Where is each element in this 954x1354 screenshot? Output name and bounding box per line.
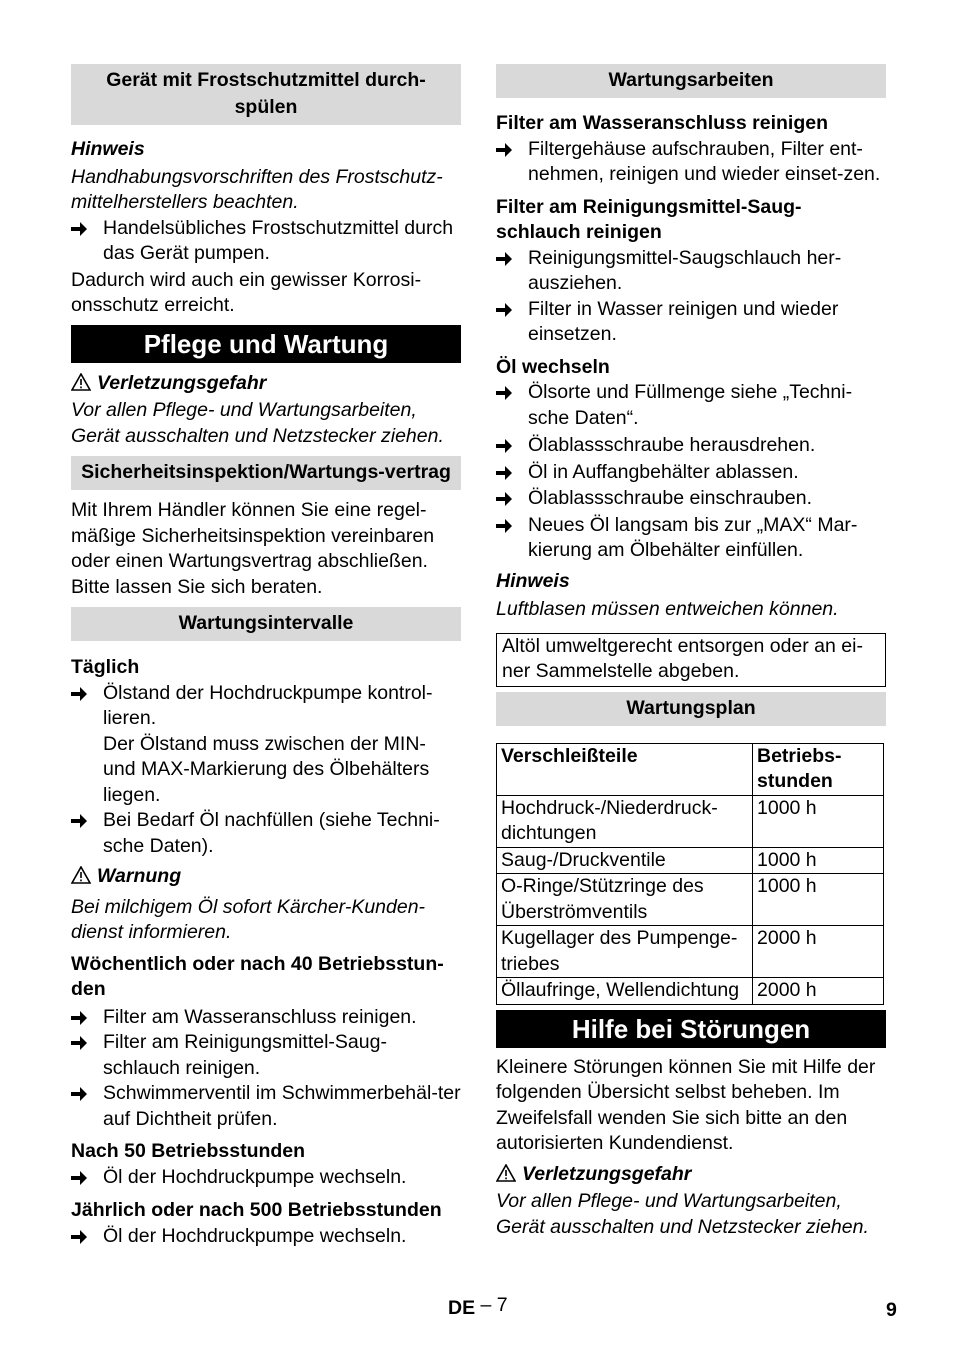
- table-cell-hours: 1000 h: [753, 795, 884, 847]
- arrow-icon: [496, 297, 528, 348]
- yearly-title: Jährlich oder nach 500 Betriebsstunden: [71, 1199, 442, 1221]
- table-cell-part: Hochdruck-/Niederdruck-dichtungen: [497, 795, 753, 847]
- weekly-bullet-1: Filter am Wasseranschluss reinigen.: [71, 1005, 461, 1031]
- warning-triangle-icon: [71, 373, 91, 399]
- table-cell-hours: 1000 h: [753, 847, 884, 874]
- table-header-hours: Betriebs-stunden: [753, 743, 884, 795]
- daily-bullet-1: Ölstand der Hochdruckpumpe kontrol-lieren.: [71, 681, 461, 732]
- arrow-icon: [71, 1224, 103, 1250]
- intervals-heading: Wartungsintervalle: [71, 607, 461, 641]
- footer-page-label: – 7: [480, 1294, 508, 1316]
- table-row: [497, 926, 884, 978]
- oil-bullet-1: Ölsorte und Füllmenge siehe „Techni-sche Daten“.: [496, 380, 886, 431]
- arrow-icon: [71, 1081, 103, 1132]
- oil-bullet-2: Ölablassschraube herausdrehen.: [496, 433, 886, 459]
- weekly-bullet-2: Filter am Reinigungsmittel-Saug-schlauch reinigen.: [71, 1030, 461, 1081]
- filter-water-title: Filter am Wasseranschluss reinigen: [496, 112, 828, 134]
- h50-bullet: Öl der Hochdruckpumpe wechseln.: [71, 1165, 461, 1191]
- arrow-icon: [496, 380, 528, 431]
- arrow-icon: [496, 246, 528, 297]
- weekly-bullet-3: Schwimmerventil im Schwimmerbehäl-ter auf Dichtheit prüfen.: [71, 1081, 461, 1132]
- table-cell-part: Öllaufringe, Wellendichtung: [497, 978, 753, 1005]
- filter-det-bullet-1: Reinigungsmittel-Saugschlauch her-ausziehen.: [496, 246, 886, 297]
- filter-det-title: Filter am Reinigungsmittel-Saug-schlauch reinigen: [496, 195, 802, 243]
- table-cell-hours: 1000 h: [753, 874, 884, 926]
- arrow-icon: [496, 460, 528, 486]
- oil-bullet-3: Öl in Auffangbehälter ablassen.: [496, 460, 886, 486]
- daily-bullet-2: Bei Bedarf Öl nachfüllen (siehe Techni-sche Daten).: [71, 808, 461, 859]
- arrow-icon: [71, 808, 103, 859]
- warning-triangle-icon: [71, 866, 91, 892]
- table-cell-part: O-Ringe/Stützringe des Überströmventils: [497, 874, 753, 926]
- right-column: [496, 64, 886, 1240]
- care-heading: Pflege und Wartung: [71, 325, 461, 363]
- frost-heading: Gerät mit Frostschutzmittel durch-spülen: [71, 64, 461, 125]
- weekly-title: Wöchentlich oder nach 40 Betriebsstun-den: [71, 952, 444, 1000]
- help-warning-title: Verletzungsgefahr: [496, 1162, 886, 1190]
- filter-water-bullet: Filtergehäuse aufschrauben, Filter ent-nehmen, reinigen und wieder einset-zen.: [496, 137, 886, 188]
- arrow-icon: [71, 1005, 103, 1031]
- arrow-icon: [71, 1165, 103, 1191]
- oil-bullet-5: Neues Öl langsam bis zur „MAX“ Mar-kierung am Ölbehälter einfüllen.: [496, 513, 886, 564]
- table-cell-part: Saug-/Druckventile: [497, 847, 753, 874]
- arrow-icon: [71, 1030, 103, 1081]
- oil-note-text: Luftblasen müssen entweichen können.: [496, 598, 839, 620]
- table-cell-part: Kugellager des Pumpenge-triebes: [497, 926, 753, 978]
- maintenance-plan-table: [496, 743, 884, 1005]
- care-warning-title: Verletzungsgefahr: [71, 371, 461, 399]
- help-text: Kleinere Störungen können Sie mit Hilfe der folgenden Übersicht selbst beheben. Im Zweifelsfall wenden Sie sich bitte an den autorisierten Kundendienst.: [496, 1055, 876, 1154]
- table-row: [497, 978, 884, 1005]
- footer-language: [448, 1296, 508, 1322]
- arrow-icon: [496, 433, 528, 459]
- arrow-icon: [496, 137, 528, 188]
- yearly-bullet: Öl der Hochdruckpumpe wechseln.: [71, 1224, 461, 1250]
- daily-sub-text: Der Ölstand muss zwischen der MIN- und MAX-Markierung des Ölbehälters liegen.: [103, 732, 430, 806]
- table-header-row: [497, 743, 884, 795]
- arrow-icon: [71, 216, 103, 267]
- filter-det-bullet-2: Filter in Wasser reinigen und wieder einsetzen.: [496, 297, 886, 348]
- safety-text: Mit Ihrem Händler können Sie eine regel-mäßige Sicherheitsinspektion vereinbaren oder einen Wartungsvertrag abschließen. Bitte lassen Sie sich beraten.: [71, 499, 435, 598]
- frost-note-title: Hinweis: [71, 138, 145, 160]
- frost-text: Dadurch wird auch ein gewisser Korrosi-onsschutz erreicht.: [71, 268, 422, 316]
- table-row: [497, 795, 884, 847]
- table-cell-hours: 2000 h: [753, 978, 884, 1005]
- frost-bullet: Handelsübliches Frostschutzmittel durch das Gerät pumpen.: [71, 216, 461, 267]
- disposal-box: Altöl umweltgerecht entsorgen oder an ei-ner Sammelstelle abgeben.: [496, 633, 886, 687]
- arrow-icon: [496, 486, 528, 512]
- work-heading: Wartungsarbeiten: [496, 64, 886, 98]
- arrow-icon: [496, 513, 528, 564]
- help-heading: Hilfe bei Störungen: [496, 1010, 886, 1048]
- table-header-parts: Verschleißteile: [497, 743, 753, 795]
- oil-note-title: Hinweis: [496, 569, 570, 592]
- h50-title: Nach 50 Betriebsstunden: [71, 1140, 306, 1162]
- oil-bullet-4: Ölablassschraube einschrauben.: [496, 486, 886, 512]
- warning-triangle-icon: [496, 1164, 516, 1190]
- oil-title: Öl wechseln: [496, 355, 610, 378]
- footer-page-number: 9: [886, 1299, 897, 1321]
- arrow-icon: [71, 681, 103, 732]
- table-row: [497, 847, 884, 874]
- plan-heading: Wartungsplan: [496, 692, 886, 726]
- table-cell-hours: 2000 h: [753, 926, 884, 978]
- left-column: [71, 64, 461, 1249]
- help-warning-text: Vor allen Pflege- und Wartungsarbeiten, Gerät ausschalten und Netzstecker ziehen.: [496, 1190, 869, 1238]
- footer-lang-code: DE: [448, 1297, 476, 1319]
- frost-note-text: Handhabungsvorschriften des Frostschutz-mittelherstellers beachten.: [71, 165, 443, 213]
- daily-title: Täglich: [71, 656, 140, 678]
- table-row: [497, 874, 884, 926]
- intervals-warning-title: Warnung: [71, 864, 461, 892]
- intervals-warning-text: Bei milchigem Öl sofort Kärcher-Kunden-dienst informieren.: [71, 895, 426, 943]
- safety-heading: Sicherheitsinspektion/Wartungs-vertrag: [71, 456, 461, 490]
- care-warning-text: Vor allen Pflege- und Wartungsarbeiten, Gerät ausschalten und Netzstecker ziehen.: [71, 399, 444, 447]
